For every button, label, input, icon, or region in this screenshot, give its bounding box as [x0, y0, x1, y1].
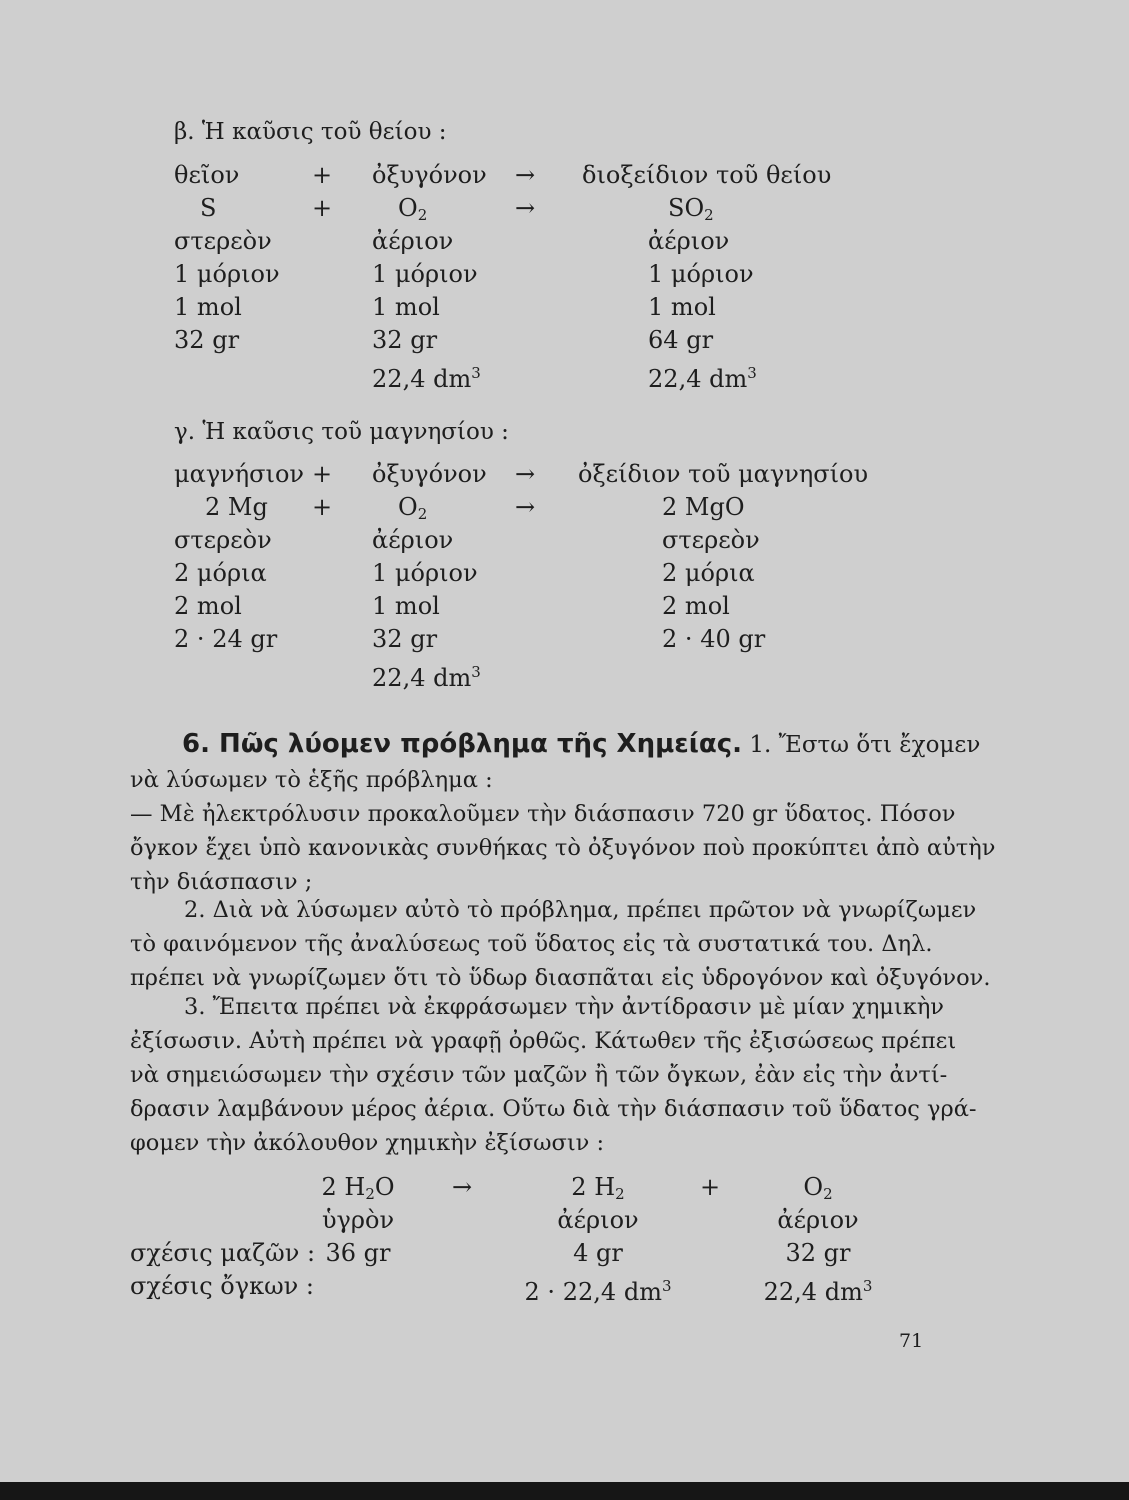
- table-cell: +: [311, 493, 333, 521]
- section-c-title: γ. Ἡ καῦσις τοῦ μαγνησίου :: [174, 419, 509, 445]
- table-cell: 64 gr: [648, 326, 714, 354]
- paragraph-line: 2. Διὰ νὰ λύσωμεν αὐτὸ τὸ πρόβλημα, πρέπει πρῶτον νὰ γνωρίζωμεν: [184, 897, 977, 923]
- table-cell: 2 MgO: [662, 493, 745, 521]
- table-row: [0, 193, 1129, 225]
- paragraph-2: [130, 893, 991, 995]
- table-row: [0, 657, 1129, 692]
- table-cell: →: [451, 1173, 473, 1201]
- table-cell: 1 μόριον: [372, 260, 478, 288]
- table-row: [0, 1238, 1129, 1270]
- table-cell: 22,4 $dm^3$: [372, 663, 481, 692]
- table-row: [0, 160, 1129, 192]
- table-cell: ἀέριον: [777, 1206, 859, 1234]
- table-cell: →: [514, 161, 536, 189]
- table-cell: διοξείδιον τοῦ θείου: [582, 161, 832, 189]
- table-cell: 1 mol: [174, 293, 242, 321]
- table-cell: 1 mol: [372, 592, 440, 620]
- table-cell: 1 μόριον: [372, 559, 478, 587]
- table-cell: $O_2$: [398, 493, 428, 523]
- table-cell: 22,4 $dm^3$: [648, 364, 757, 393]
- table-cell: ὀξυγόνον: [372, 460, 487, 488]
- section-6-heading-line: [182, 726, 980, 763]
- table-cell: →: [514, 460, 536, 488]
- table-row: [0, 259, 1129, 291]
- table-cell: +: [311, 460, 333, 488]
- table-row: [0, 591, 1129, 623]
- paragraph-line: δρασιν λαμβάνουν μέρος ἀέρια. Οὕτω διὰ τὴν διάσπασιν τοῦ ὕδατος γρά-: [130, 1096, 977, 1122]
- paragraph-line: νὰ λύσωμεν τὸ ἑξῆς πρόβλημα :: [130, 767, 493, 793]
- table-cell: 32 gr: [372, 326, 438, 354]
- table-cell: 2 $H_2$: [571, 1173, 625, 1203]
- table-cell: 2 · 22,4 $dm^3$: [524, 1277, 672, 1306]
- paragraph-line: — Μὲ ἠλεκτρόλυσιν προκαλοῦμεν τὴν διάσπασιν 720 gr ὕδατος. Πόσον: [130, 801, 956, 827]
- table-cell: 1 μόριον: [174, 260, 280, 288]
- paragraph-line: ἐξίσωσιν. Αὐτὴ πρέπει νὰ γραφῇ ὀρθῶς. Κάτωθεν τῆς ἐξισώσεως πρέπει: [130, 1028, 957, 1054]
- table-cell: ὑγρὸν: [321, 1206, 395, 1234]
- table-cell: 36 gr: [325, 1239, 391, 1267]
- table-cell: ὀξείδιον τοῦ μαγνησίου: [578, 460, 869, 488]
- paragraph-line: τὸ φαινόμενον τῆς ἀναλύσεως τοῦ ὕδατος εἰς τὰ συστατικά του. Δηλ.: [130, 931, 933, 957]
- table-row: [0, 1271, 1129, 1306]
- table-cell: 1 mol: [372, 293, 440, 321]
- table-cell: στερεὸν: [174, 227, 272, 255]
- section-6-heading: 6. Πῶς λύομεν πρόβλημα τῆς Χημείας.: [182, 729, 743, 759]
- page-number: 71: [899, 1330, 924, 1352]
- table-cell: σχέσις ὄγκων :: [130, 1272, 314, 1300]
- table-cell: 32 gr: [372, 625, 438, 653]
- table-cell: 2 Mg: [205, 493, 268, 521]
- table-cell: →: [514, 194, 536, 222]
- table-row: [0, 226, 1129, 258]
- table-cell: →: [514, 493, 536, 521]
- table-cell: 4 gr: [573, 1239, 623, 1267]
- section-b-title: β. Ἡ καῦσις τοῦ θείου :: [174, 119, 447, 145]
- table-cell: ὀξυγόνον: [372, 161, 487, 189]
- table-row: [0, 558, 1129, 590]
- table-cell: $SO_2$: [668, 194, 714, 224]
- section-6-heading-rest: 1. Ἔστω ὅτι ἔχομεν: [749, 732, 981, 758]
- table-cell: μαγνήσιον: [174, 460, 305, 488]
- table-row: [0, 292, 1129, 324]
- table-cell: +: [699, 1173, 721, 1201]
- table-cell: 2 · 40 gr: [662, 625, 766, 653]
- table-row: [0, 525, 1129, 557]
- table-cell: στερεὸν: [662, 526, 760, 554]
- table-cell: στερεὸν: [174, 526, 272, 554]
- paragraph-line: πρέπει νὰ γνωρίζωμεν ὅτι τὸ ὕδωρ διασπᾶται εἰς ὑδρογόνον καὶ ὀξυγόνον.: [130, 965, 991, 991]
- table-row: [0, 492, 1129, 524]
- table-cell: 32 gr: [174, 326, 240, 354]
- paragraph-3: [130, 990, 977, 1160]
- table-cell: +: [311, 161, 333, 189]
- table-cell: S: [200, 194, 217, 222]
- paragraph-line: φομεν τὴν ἀκόλουθον χημικὴν ἐξίσωσιν :: [130, 1130, 605, 1156]
- table-cell: 2 μόρια: [662, 559, 755, 587]
- table-row: [0, 325, 1129, 357]
- table-cell: 1 mol: [648, 293, 716, 321]
- table-cell: ἀέριον: [557, 1206, 639, 1234]
- table-cell: +: [311, 194, 333, 222]
- table-cell: 2 mol: [662, 592, 730, 620]
- table-row: [0, 624, 1129, 656]
- table-cell: σχέσις μαζῶν :: [130, 1239, 316, 1267]
- table-cell: 22,4 $dm^3$: [372, 364, 481, 393]
- table-cell: 2 μόρια: [174, 559, 267, 587]
- table-row: [0, 358, 1129, 393]
- table-cell: ἀέριον: [372, 526, 454, 554]
- paragraph-line: 3. Ἔπειτα πρέπει νὰ ἐκφράσωμεν τὴν ἀντίδρασιν μὲ μίαν χημικὴν: [184, 994, 944, 1020]
- table-cell: θεῖον: [174, 161, 240, 189]
- table-cell: ἀέριον: [372, 227, 454, 255]
- table-cell: 2 · 24 gr: [174, 625, 278, 653]
- table-cell: 2 $H_2O$: [321, 1173, 395, 1203]
- table-row: [0, 459, 1129, 491]
- table-cell: 2 mol: [174, 592, 242, 620]
- table-row: [0, 1172, 1129, 1204]
- paragraph-1: [130, 763, 996, 899]
- paragraph-line: νὰ σημειώσωμεν τὴν σχέσιν τῶν μαζῶν ἢ τῶν ὄγκων, ἐὰν εἰς τὴν ἀντί-: [130, 1062, 948, 1088]
- table-cell: $O_2$: [398, 194, 428, 224]
- table-cell: 22,4 $dm^3$: [763, 1277, 873, 1306]
- table-cell: ἀέριον: [648, 227, 730, 255]
- paragraph-line: ὄγκον ἔχει ὑπὸ κανονικὰς συνθήκας τὸ ὀξυγόνον ποὺ προκύπτει ἀπὸ αὐτὴν: [130, 835, 996, 861]
- paragraph-line: τὴν διάσπασιν ;: [130, 869, 313, 895]
- table-cell: 32 gr: [785, 1239, 851, 1267]
- table-cell: $O_2$: [803, 1173, 833, 1203]
- table-cell: 1 μόριον: [648, 260, 754, 288]
- scan-border: [0, 1482, 1129, 1500]
- table-row: [0, 1205, 1129, 1237]
